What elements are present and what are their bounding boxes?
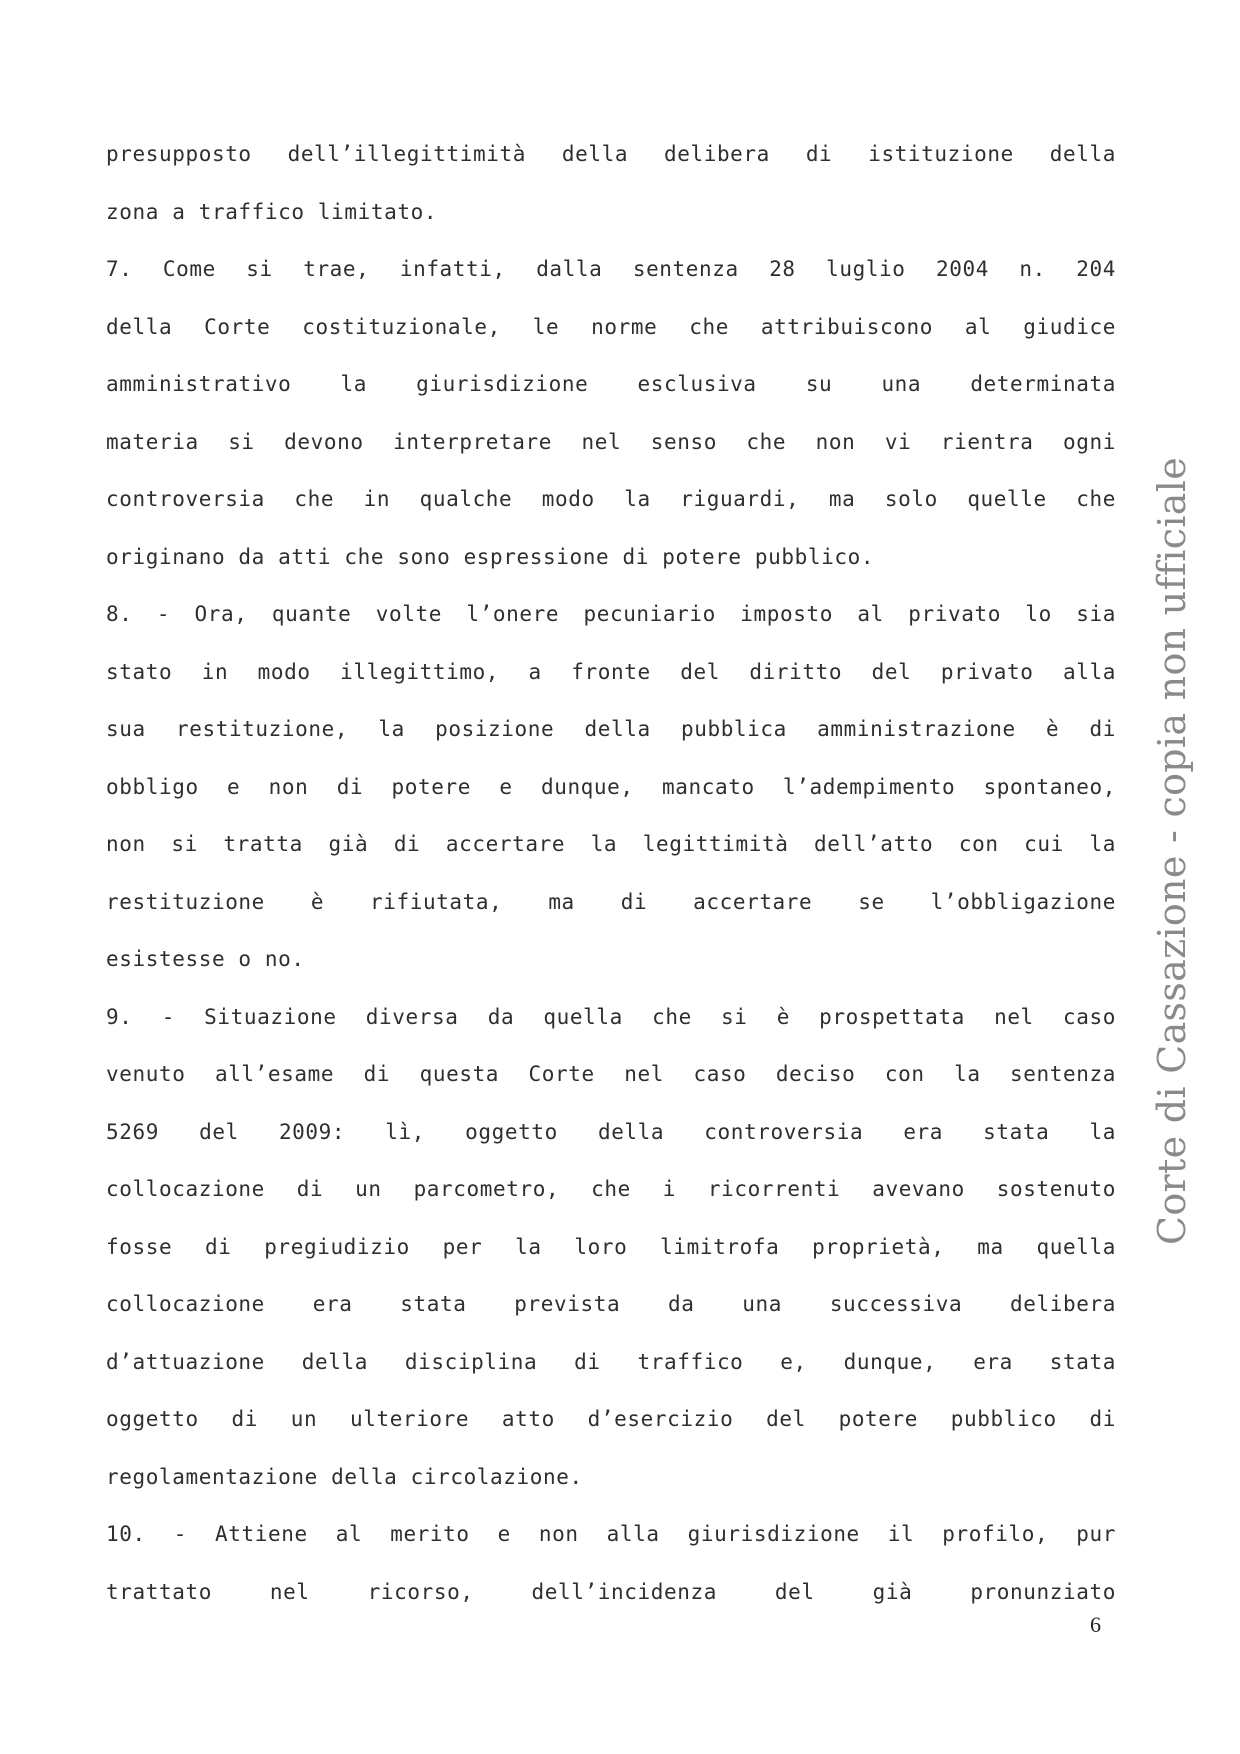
text-line: presupposto dell’illegittimità della delibera di istituzione della	[106, 142, 1116, 166]
text-line: restituzione è rifiutata, ma di accertare se l’obbligazione	[106, 889, 1116, 914]
text-line: collocazione di un parcometro, che i ricorrenti avevano sostenuto	[106, 1177, 1116, 1201]
page-number: 6	[1090, 1612, 1101, 1637]
text-line: esistesse o no.	[106, 947, 305, 971]
text-line: sua restituzione, la posizione della pubblica amministrazione è di	[106, 717, 1116, 741]
text-line: 10. - Attiene al merito e non alla giurisdizione il profilo, pur	[106, 1522, 1116, 1546]
text-line: zona a traffico limitato.	[106, 199, 438, 224]
text-line: 5269 del 2009: lì, oggetto della controversia era stata la	[106, 1119, 1116, 1144]
text-line: 9. - Situazione diversa da quella che si è prospettata nel caso	[106, 1004, 1116, 1029]
text-line: regolamentazione della circolazione.	[106, 1464, 583, 1489]
text-line: 7. Come si trae, infatti, dalla sentenza 28 luglio 2004 n. 204	[106, 257, 1116, 281]
text-line: oggetto di un ulteriore atto d’esercizio del potere pubblico di	[106, 1407, 1116, 1431]
text-line: obbligo e non di potere e dunque, mancato l’adempimento spontaneo,	[106, 774, 1116, 799]
text-line: materia si devono interpretare nel senso che non vi rientra ogni	[106, 429, 1116, 454]
text-line: fosse di pregiudizio per la loro limitrofa proprietà, ma quella	[106, 1234, 1116, 1259]
body-text	[106, 140, 1116, 1635]
text-line: collocazione era stata prevista da una successiva delibera	[106, 1292, 1116, 1316]
text-line: trattato nel ricorso, dell’incidenza del già pronunziato	[106, 1579, 1116, 1604]
text-line: originano da atti che sono espressione di potere pubblico.	[106, 544, 875, 569]
text-line: 8. - Ora, quante volte l’onere pecuniario imposto al privato lo sia	[106, 602, 1116, 626]
text-line: controversia che in qualche modo la riguardi, ma solo quelle che	[106, 487, 1116, 511]
text-line: della Corte costituzionale, le norme che attribuiscono al giudice	[106, 314, 1116, 339]
text-line: amministrativo la giurisdizione esclusiva su una determinata	[106, 372, 1116, 396]
text-line: non si tratta già di accertare la legittimità dell’atto con cui la	[106, 832, 1116, 856]
text-line: stato in modo illegittimo, a fronte del diritto del privato alla	[106, 659, 1116, 684]
text-line: d’attuazione della disciplina di traffico e, dunque, era stata	[106, 1349, 1116, 1374]
watermark: Corte di Cassazione - copia non ufficiale	[1150, 457, 1194, 1245]
text-line: venuto all’esame di questa Corte nel caso deciso con la sentenza	[106, 1062, 1116, 1086]
